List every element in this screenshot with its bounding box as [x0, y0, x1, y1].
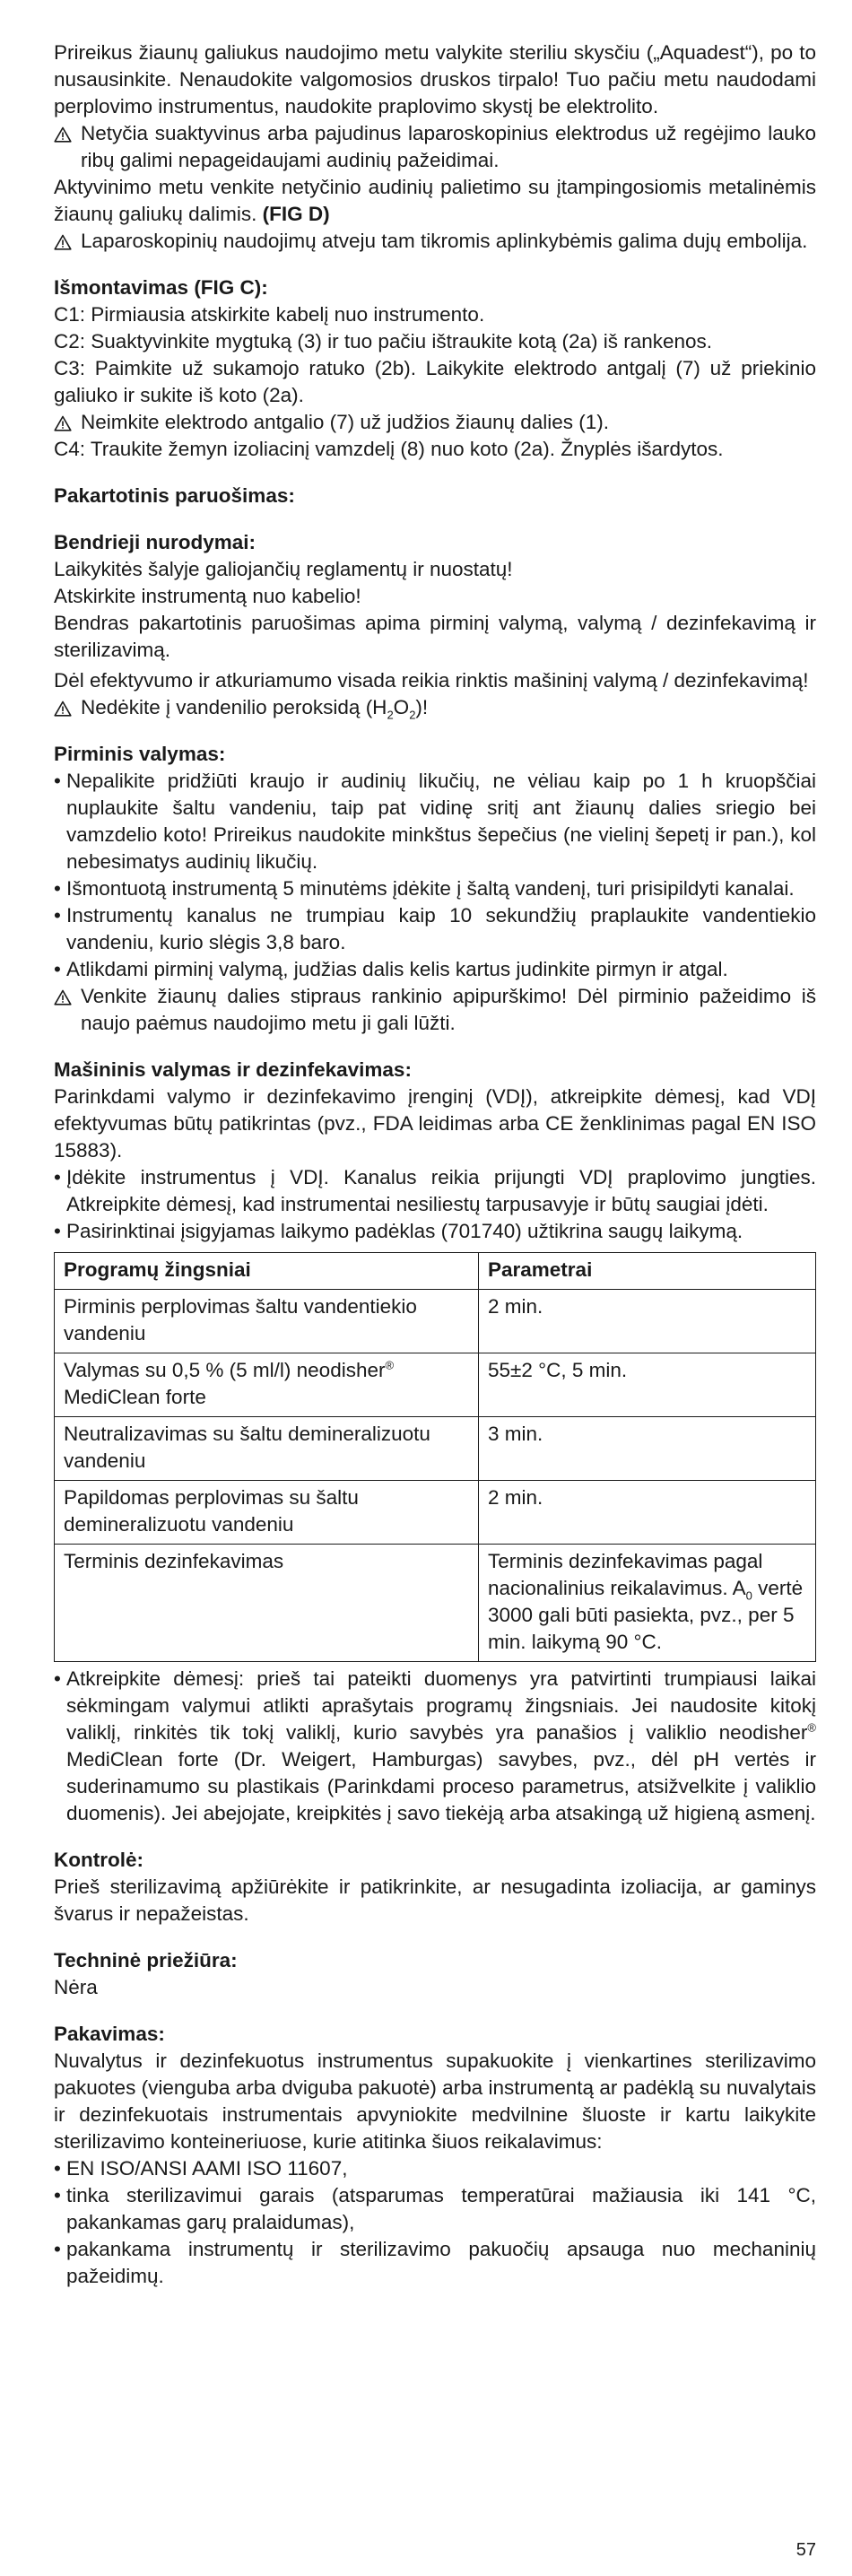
table-cell: [55, 1353, 479, 1417]
program-steps-table: [54, 1252, 816, 1662]
warning-triangle-icon: [54, 120, 81, 147]
warning-note: [54, 694, 816, 721]
step-c2: C2: Suaktyvinkite mygtuką (3) ir tuo pačiu ištraukite kotą (2a) iš rankenos.: [54, 330, 713, 352]
warning-text: Netyčia suaktyvinus arba pajudinus laparoskopinius elektrodus už regėjimo lauko ribų galimi nepageidaujami audinių pažeidimai.: [81, 122, 816, 171]
table-cell: [479, 1545, 816, 1662]
intro-paragraph: [54, 174, 816, 228]
warning-triangle-icon: [54, 694, 81, 721]
step-c4: C4: Traukite žemyn izoliacinį vamzdelį (8) nuo koto (2a). Žnyplės išardytos.: [54, 438, 724, 460]
list-item: • pakankama instrumentų ir sterilizavimo pakuočių apsauga nuo mechaninių pažeidimų.: [54, 2236, 816, 2290]
general-line: Dėl efektyvumo ir atkuriamumo visada reikia rinktis mašininį valymą / dezinfekavimą!: [54, 669, 809, 692]
warning-triangle-icon: [54, 228, 81, 255]
intro-paragraph: Prireikus žiaunų galiukus naudojimo metu valykite steriliu skysčiu („Aquadest“), po to nusausinkite. Nenaudokite valgomosios druskos tirpalo! Tuo pačiu metu naudodami perplovimo instrumentus, naudokite praplovimo skystį be elektrolito.: [54, 41, 816, 117]
note-text: MediClean forte (Dr. Weigert, Hamburgas) savybes, pvz., dėl pH vertės ir suderinamumo su plastikais (Parinkdami proceso parametrus, atsižvelkite į valiklio duomenis). Jei abejojate, kreipkitės į savo tiekėją arba atsakingą už higieną asmenį.: [66, 1748, 816, 1824]
table-row: [55, 1417, 816, 1481]
packaging-list: [54, 2155, 816, 2290]
warning-triangle-icon: [54, 983, 81, 1010]
warning-text: )!: [415, 696, 429, 718]
cell-text: Valymas su 0,5 % (5 ml/l) neodisher: [64, 1359, 386, 1381]
warning-text: Venkite žiaunų dalies stipraus rankinio apipurškimo! Dėl pirminio pažeidimo iš naujo paėmus naudojimo metu ji gali lūžti.: [81, 985, 816, 1034]
table-cell: Neutralizavimas su šaltu demineralizuotu vandeniu: [55, 1417, 479, 1481]
cell-text: MediClean forte: [64, 1386, 206, 1408]
machine-note-list: [54, 1666, 816, 1827]
table-row: [55, 1290, 816, 1353]
list-item: [54, 1666, 816, 1827]
page-number: 57: [795, 2540, 816, 2560]
subheading-general: Bendrieji nurodymai:: [54, 531, 256, 553]
table-row: [55, 1353, 816, 1417]
warning-note: [54, 120, 816, 174]
note-text: Atkreipkite dėmesį: prieš tai pateikti duomenys yra patvirtinti trumpiausi laikai sėkmingam valymui atlikti aprašytais programų žingsniais. Jei naudosite kitokį valiklį, rinkitės tik tokį valiklį, kurio savybės yra panašios į valiklio neodisher: [66, 1667, 816, 1744]
list-item: • EN ISO/ANSI AAMI ISO 11607,: [54, 2155, 816, 2182]
list-item: • Instrumentų kanalus ne trumpiau kaip 10 sekundžių praplaukite vandentiekio vandeniu, kurio slėgis 3,8 baro.: [54, 902, 816, 956]
list-item: • Pasirinktinai įsigyjamas laikymo padėklas (701740) užtikrina saugų laikymą.: [54, 1218, 816, 1245]
warning-text: Laparoskopinių naudojimų atveju tam tikromis aplinkybėmis galima dujų embolija.: [81, 230, 808, 252]
cell-text: vertė 3000 gali būti pasiekta, pvz., per 5 min. laikymą 90 °C.: [488, 1577, 804, 1653]
table-cell: 3 min.: [479, 1417, 816, 1481]
column-header-parameters: Parametrai: [479, 1253, 816, 1290]
figure-reference: (FIG D): [262, 203, 330, 225]
table-cell: Papildomas perplovimas su šaltu demineralizuotu vandeniu: [55, 1481, 479, 1545]
column-header-steps: Programų žingsniai: [55, 1253, 479, 1290]
general-line: Laikykitės šalyje galiojančių reglamentų ir nuostatų!: [54, 558, 513, 580]
table-cell: 2 min.: [479, 1481, 816, 1545]
cell-text: Terminis dezinfekavimas pagal nacionalinius reikalavimus. A: [488, 1550, 763, 1599]
subheading-machine-cleaning: Mašininis valymas ir dezinfekavimas:: [54, 1058, 412, 1081]
subheading-packaging: Pakavimas:: [54, 2023, 165, 2045]
table-cell: Pirminis perplovimas šaltu vandentiekio vandeniu: [55, 1290, 479, 1353]
subscript: 2: [387, 708, 394, 722]
superscript: ®: [385, 1358, 395, 1372]
packaging-paragraph: Nuvalytus ir dezinfekuotus instrumentus supakuokite į vienkartines sterilizavimo pakuotes (vienguba arba dviguba pakuotė) arba instrumentą ar padėklą su nuvalytais ir dezinfekuotais instrumentais apvyniokite medvilnine šluoste ir kartu laikykite sterilizavimo konteineriuose, kurie atitinka šiuos reikalavimus:: [54, 2049, 816, 2153]
subheading-precleaning: Pirminis valymas:: [54, 743, 226, 765]
table-row: [55, 1545, 816, 1662]
table-header-row: [55, 1253, 816, 1290]
machine-list: [54, 1164, 816, 1245]
table-cell: 2 min.: [479, 1290, 816, 1353]
subscript: 2: [409, 708, 416, 722]
precleaning-list: [54, 768, 816, 1037]
list-item: • Atlikdami pirminį valymą, judžias dalis kelis kartus judinkite pirmyn ir atgal.: [54, 956, 816, 983]
subheading-control: Kontrolė:: [54, 1849, 143, 1871]
control-paragraph: Prieš sterilizavimą apžiūrėkite ir patikrinkite, ar nesugadinta izoliacija, ar gaminys švarus ir nepažeistas.: [54, 1875, 816, 1925]
general-line: Atskirkite instrumentą nuo kabelio!: [54, 585, 361, 607]
intro-text: Aktyvinimo metu venkite netyčinio audinių palietimo su įtampingosiomis metalinėmis žiaunų galiukų dalimis.: [54, 176, 816, 225]
table-cell: Terminis dezinfekavimas: [55, 1545, 479, 1662]
maintenance-paragraph: Nėra: [54, 1976, 98, 1998]
general-line: Bendras pakartotinis paruošimas apima pirminį valymą, valymą / dezinfekavimą ir sterilizavimą.: [54, 612, 816, 661]
table-cell: 55±2 °C, 5 min.: [479, 1353, 816, 1417]
list-item: • tinka sterilizavimui garais (atsparumas temperatūrai mažiausia iki 141 °C, pakankamas garų pralaidumas),: [54, 2182, 816, 2236]
warning-text: Neimkite elektrodo antgalio (7) už judžios žiaunų dalies (1).: [81, 411, 610, 433]
warning-note: [54, 409, 816, 436]
section-heading-disassembly: Išmontavimas (FIG C):: [54, 276, 268, 299]
warning-triangle-icon: [54, 409, 81, 436]
superscript: ®: [807, 1720, 816, 1735]
document-page: [54, 39, 816, 2290]
subheading-maintenance: Techninė priežiūra:: [54, 1949, 238, 1971]
warning-text: Nedėkite į vandenilio peroksidą (H: [81, 696, 387, 718]
section-heading-reprocessing: Pakartotinis paruošimas:: [54, 484, 295, 507]
list-item: • Išmontuotą instrumentą 5 minutėms įdėkite į šaltą vandenį, turi prisipildyti kanalai.: [54, 875, 816, 902]
warning-text: O: [393, 696, 410, 718]
warning-note: [54, 228, 816, 255]
list-item: • Nepalikite pridžiūti kraujo ir audinių likučių, ne vėliau kaip po 1 h kruopščiai nuplaukite šaltu vandeniu, taip pat vidinę sritį ant žiaunų dalies sriegio bei vamzdelio koto! Prireikus naudokite minkštus šepečius (ne vielinį šepetį ir pan.), kol nebesimatys audinių likučių.: [54, 768, 816, 875]
list-item: • Įdėkite instrumentus į VDĮ. Kanalus reikia prijungti VDĮ praplovimo jungties. Atkreipkite dėmesį, kad instrumentai nesiliestų tarpusavyje ir būtų saugiai įdėti.: [54, 1164, 816, 1218]
step-c3: C3: Paimkite už sukamojo ratuko (2b). Laikykite elektrodo antgalį (7) už priekinio galiuko ir sukite iš koto (2a).: [54, 357, 816, 406]
subscript: 0: [745, 1588, 752, 1603]
machine-paragraph: Parinkdami valymo ir dezinfekavimo įrenginį (VDĮ), atkreipkite dėmesį, kad VDĮ efektyvumas būtų patikrintas (pvz., FDA leidimas arba CE ženklinimas pagal EN ISO 15883).: [54, 1085, 816, 1162]
step-c1: C1: Pirmiausia atskirkite kabelį nuo instrumento.: [54, 303, 485, 326]
table-row: [55, 1481, 816, 1545]
warning-note: [54, 983, 816, 1037]
